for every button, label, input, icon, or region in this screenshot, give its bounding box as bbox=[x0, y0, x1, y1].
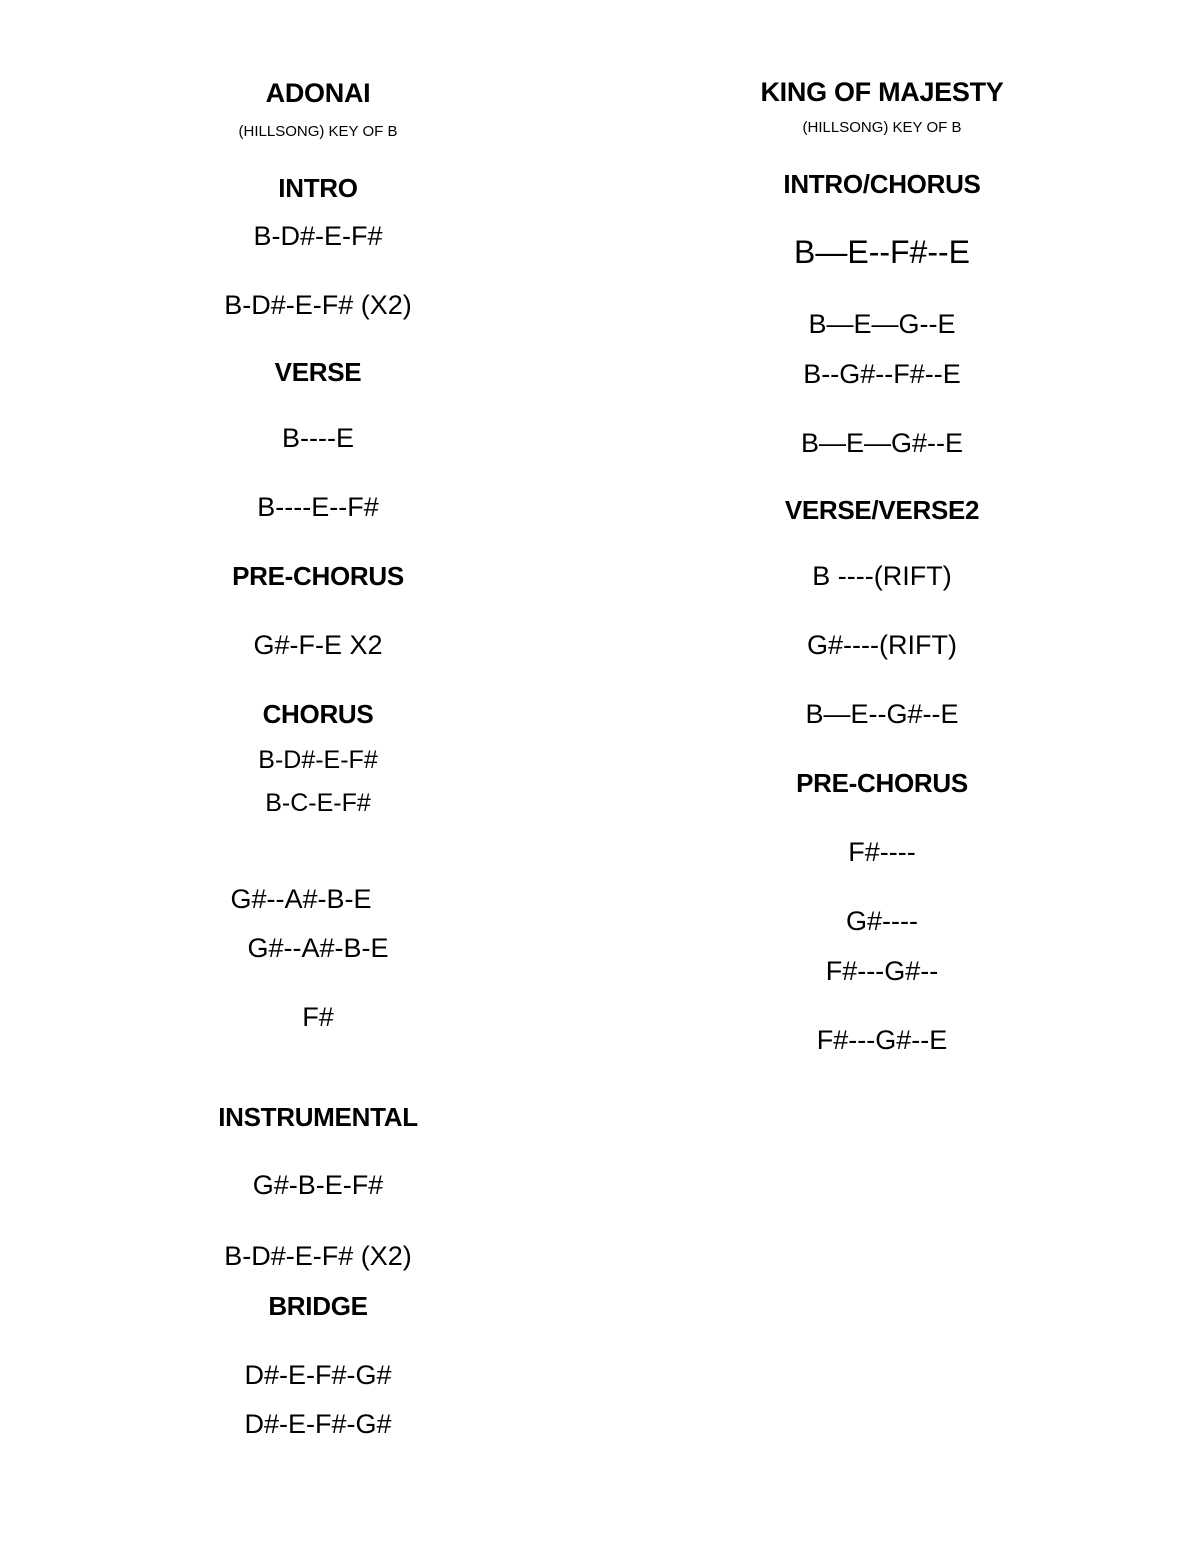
chord-line: F#---- bbox=[848, 837, 916, 867]
section-heading-intro-chorus: INTRO/CHORUS bbox=[783, 169, 981, 199]
chord-line: F#---G#-- bbox=[825, 956, 939, 986]
chord-line: D#-E-F#-G# bbox=[244, 1360, 392, 1390]
chord-line: B-D#-E-F# (X2) bbox=[224, 1241, 412, 1271]
chord-line: G#-B-E-F# bbox=[252, 1170, 384, 1200]
section-heading-intro: INTRO bbox=[278, 173, 358, 203]
section-heading-chorus: CHORUS bbox=[262, 699, 374, 729]
chord-line: G#---- bbox=[846, 906, 918, 936]
chord-line: B—E--F#--E bbox=[794, 234, 970, 270]
chord-line: G#--A#-B-E bbox=[230, 884, 372, 914]
song-subtitle: (HILLSONG) KEY OF B bbox=[802, 119, 962, 136]
chord-line: D#-E-F#-G# bbox=[244, 1409, 392, 1439]
chord-line: B-D#-E-F# (X2) bbox=[224, 290, 412, 320]
chord-line: B-D#-E-F# bbox=[253, 221, 383, 251]
chord-line: B--G#--F#--E bbox=[803, 359, 961, 389]
chord-line: B—E—G--E bbox=[808, 309, 956, 339]
chord-line: G#-F-E X2 bbox=[253, 630, 383, 660]
section-heading-bridge: BRIDGE bbox=[268, 1291, 368, 1321]
chord-line: F# bbox=[302, 1002, 334, 1032]
song-title: ADONAI bbox=[265, 78, 371, 108]
chord-line: G#--A#-B-E bbox=[247, 933, 389, 963]
song-subtitle: (HILLSONG) KEY OF B bbox=[238, 123, 398, 140]
chord-line: B—E--G#--E bbox=[805, 699, 959, 729]
section-heading-verse: VERSE bbox=[274, 357, 362, 387]
chord-line: F#---G#--E bbox=[816, 1025, 948, 1055]
chord-line: G#----(RIFT) bbox=[807, 630, 957, 660]
section-heading-pre-chorus: PRE-CHORUS bbox=[232, 561, 404, 591]
song-title: KING OF MAJESTY bbox=[760, 77, 1004, 107]
section-heading-pre-chorus: PRE-CHORUS bbox=[796, 768, 968, 798]
chord-line: B—E—G#--E bbox=[800, 428, 964, 458]
chord-line: B-D#-E-F# bbox=[258, 746, 378, 774]
chord-line: B-C-E-F# bbox=[265, 789, 371, 817]
section-heading-verse: VERSE/VERSE2 bbox=[784, 495, 980, 525]
section-heading-instrumental: INSTRUMENTAL bbox=[218, 1102, 418, 1132]
chord-line: B----E bbox=[282, 423, 354, 453]
chord-line: B----E--F# bbox=[257, 492, 379, 522]
chord-line: B ----(RIFT) bbox=[812, 561, 952, 591]
